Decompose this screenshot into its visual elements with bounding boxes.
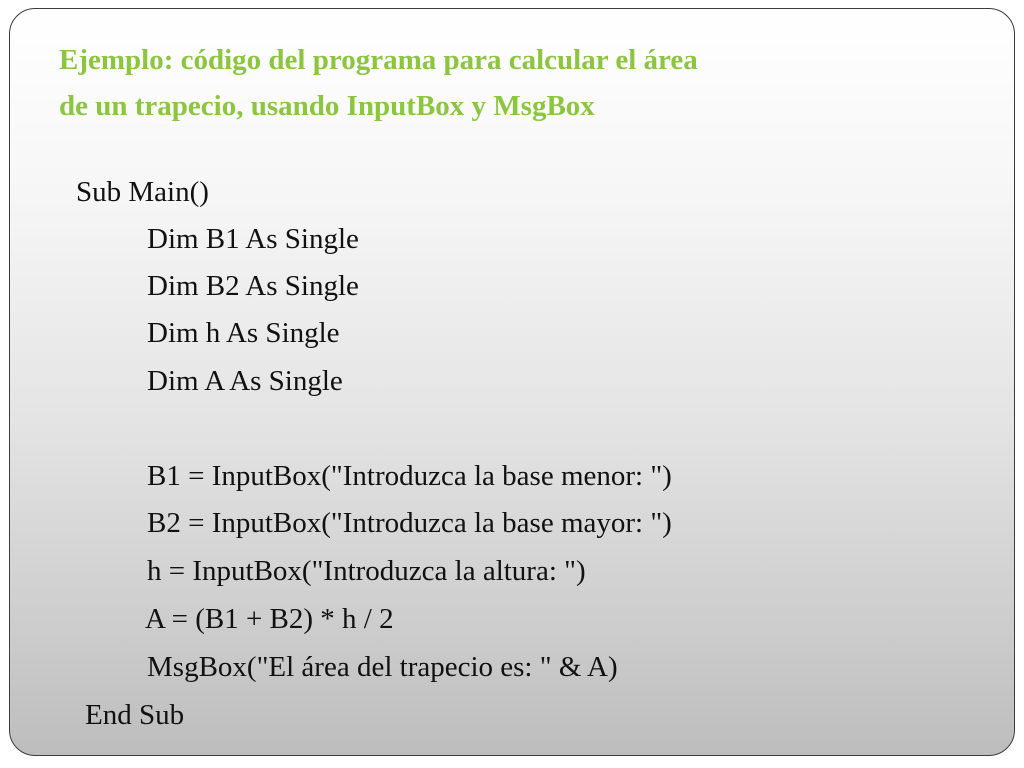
- code-line-input-b1: B1 = InputBox("Introduzca la base menor: "): [147, 460, 672, 492]
- code-line-dim-h: Dim h As Single: [147, 317, 340, 349]
- code-line-sub-main: Sub Main(): [76, 176, 209, 208]
- title-line-1: Ejemplo: código del programa para calcular el área: [59, 44, 698, 76]
- code-line-dim-b2: Dim B2 As Single: [147, 270, 359, 302]
- code-line-area-formula: A = (B1 + B2) * h / 2: [145, 603, 394, 635]
- code-line-end-sub: End Sub: [85, 699, 185, 731]
- code-line-dim-b1: Dim B1 As Single: [147, 223, 359, 255]
- code-line-input-h: h = InputBox("Introduzca la altura: "): [147, 555, 586, 587]
- code-line-dim-a: Dim A As Single: [147, 365, 343, 397]
- slide-title: [59, 37, 959, 129]
- code-line-msgbox: MsgBox("El área del trapecio es: " & A): [147, 651, 618, 683]
- code-line-input-b2: B2 = InputBox("Introduzca la base mayor: "): [147, 507, 672, 539]
- slide-frame: [9, 8, 1015, 756]
- title-line-2: de un trapecio, usando InputBox y MsgBox: [59, 90, 595, 122]
